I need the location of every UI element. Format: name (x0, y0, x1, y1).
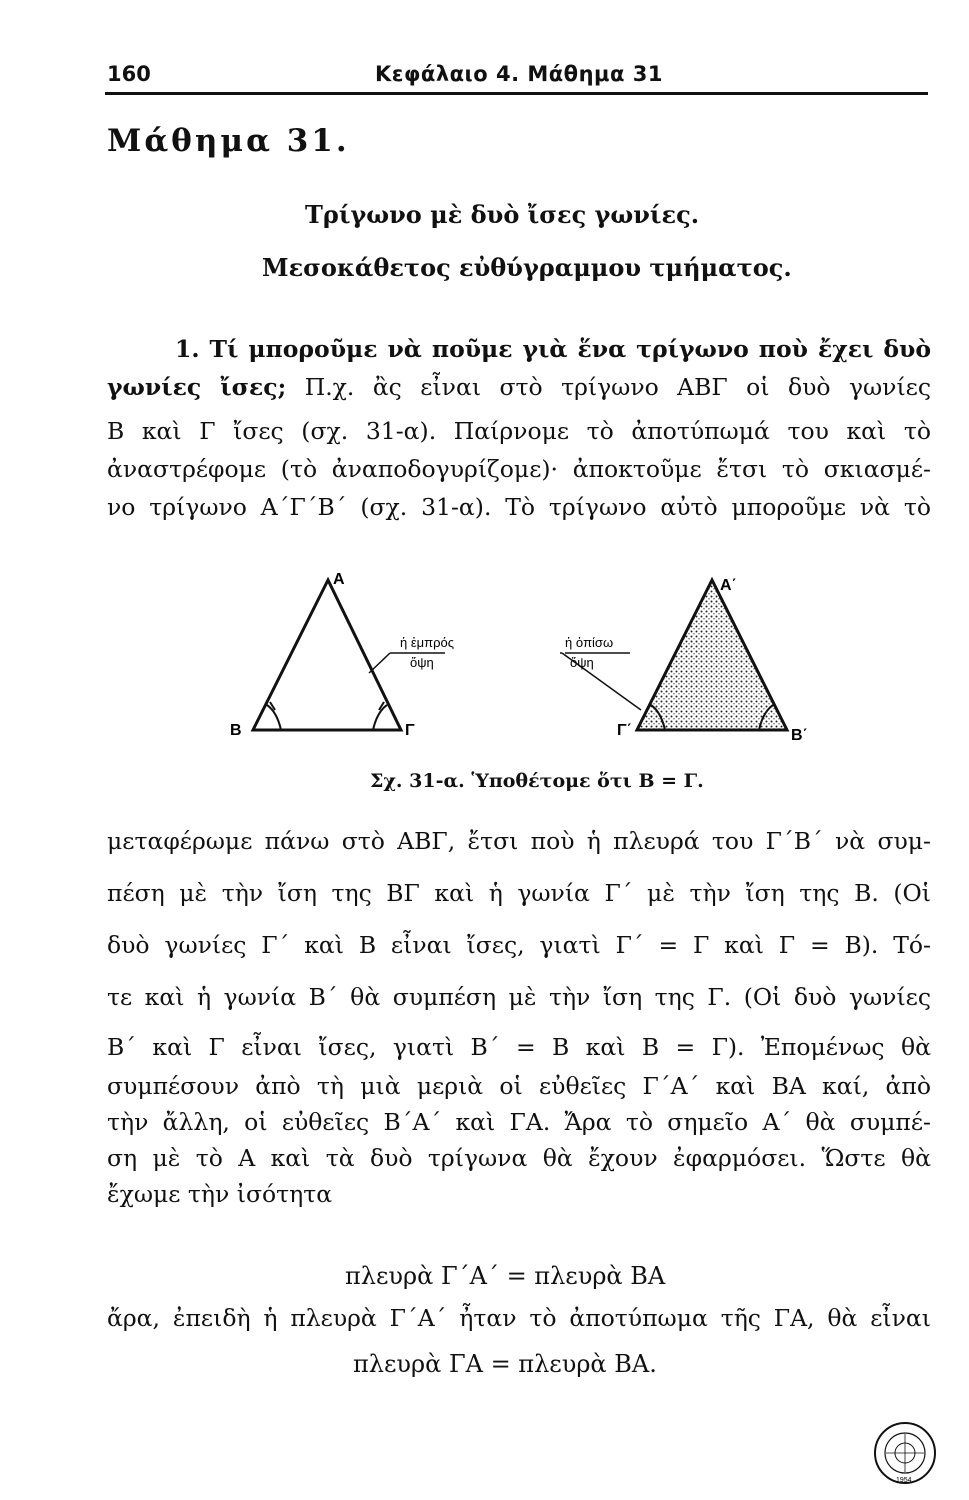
p2-line-5: Β΄ καὶ Γ εἶναι ἴσες, γιατὶ Β΄ = Β καὶ Β = Γ). Ἐπομένως θὰ (107, 1033, 931, 1061)
p2-line-3: δυὸ γωνίες Γ΄ καὶ Β εἶναι ἴσες, γιατὶ Γ΄ = Γ καὶ Γ = Β). Τό- (107, 931, 931, 959)
p2-line-2: πέση μὲ τὴν ἴση της ΒΓ καὶ ἡ γωνία Γ΄ μὲ τὴν ἴση της Β. (Οἱ (107, 879, 931, 907)
label-g: Γ (405, 722, 415, 739)
back-face-label-2: ὄψη (570, 655, 594, 670)
p2-line-8: ση μὲ τὸ Α καὶ τὰ δυὸ τρίγωνα θὰ ἔχουν ἐφαρμόσει. Ὥστε θὰ (107, 1144, 931, 1172)
foundation-seal (872, 1420, 938, 1486)
label-b: B (230, 722, 242, 739)
p2-line-7: τὴν ἄλλη, οἱ εὐθεῖες Β΄Α΄ καὶ ΓΑ. Ἄρα τὸ σημεῖο Α΄ θὰ συμπέ- (107, 1108, 931, 1136)
lesson-title: Μάθημα 31. (107, 123, 350, 159)
back-face-label: ἡ ὀπίσω (565, 635, 614, 650)
p1-line-1: 1. Τί μποροῦμε νὰ ποῦμε γιὰ ἕνα τρίγωνο ποὺ ἔχει δυὸ (175, 335, 931, 363)
paragraph-1 (107, 330, 931, 526)
equation-2: πλευρὰ ΓΑ = πλευρὰ ΒΑ. (353, 1350, 657, 1378)
paragraph-2 (107, 820, 931, 1212)
p1-line-4: ἀναστρέφομε (τὸ ἀναποδογυρίζομε)· ἀποκτοῦμε ἔτσι τὸ σκιασμέ- (107, 455, 931, 483)
p2-line-4: τε καὶ ἡ γωνία Β΄ θὰ συμπέση μὲ τὴν ἴση της Γ. (Οἱ δυὸ γωνίες (107, 983, 931, 1011)
equation-1: πλευρὰ Γ΄Α΄ = πλευρὰ ΒΑ (345, 1262, 666, 1290)
subtitle-1: Τρίγωνο μὲ δυὸ ἴσες γωνίες. (305, 200, 700, 229)
label-b-prime: B΄ (791, 727, 808, 744)
p1-line-3: B καὶ Γ ἴσες (σχ. 31-α). Παίρνομε τὸ ἀποτύπωμά του καὶ τὸ (107, 417, 931, 445)
p1-line-2: γωνίες ἴσες; Π.χ. ἂς εἶναι στὸ τρίγωνο ΑΒΓ οἱ δυὸ γωνίες (107, 373, 932, 401)
page-header (105, 58, 928, 95)
figure-31a (215, 560, 815, 800)
subtitle-2: Μεσοκάθετος εὐθύγραμμου τμήματος. (262, 253, 792, 282)
running-title: Κεφάλαιο 4. Μάθημα 31 (375, 62, 663, 86)
back-triangle (560, 580, 787, 730)
label-a-prime: A΄ (720, 577, 737, 594)
front-face-label: ἡ ἐμπρός (400, 635, 454, 650)
p2-line-1: μεταφέρωμε πάνω στὸ ΑΒΓ, ἔτσι ποὺ ἡ πλευρά του Γ΄Β΄ νὰ συμ- (107, 827, 931, 855)
p2-line-9: ἔχωμε τὴν ἰσότητα (107, 1180, 333, 1208)
label-a: A (333, 571, 345, 588)
label-g-prime: Γ΄ (617, 722, 632, 739)
paragraph-3 (107, 1302, 931, 1335)
p1-line-5: νο τρίγωνο Α΄Γ΄Β΄ (σχ. 31-α). Τὸ τρίγωνο αὐτὸ μποροῦμε νὰ τὸ (107, 493, 931, 521)
p2-line-6: συμπέσουν ἀπὸ τὴ μιὰ μεριὰ οἱ εὐθεῖες Γ΄Α΄ καὶ ΒΑ καί, ἀπὸ (107, 1072, 931, 1100)
page-number: 160 (107, 62, 151, 86)
figure-caption: Σχ. 31-α. Ὑποθέτομε ὅτι B = Γ. (370, 770, 704, 792)
seal-year: 1954 (896, 1477, 912, 1484)
p3-line-1: ἄρα, ἐπειδὴ ἡ πλευρὰ Γ΄Α΄ ἦταν τὸ ἀποτύπωμα τῆς ΓΑ, θὰ εἶναι (107, 1304, 931, 1332)
front-face-label-2: ὄψη (410, 655, 434, 670)
